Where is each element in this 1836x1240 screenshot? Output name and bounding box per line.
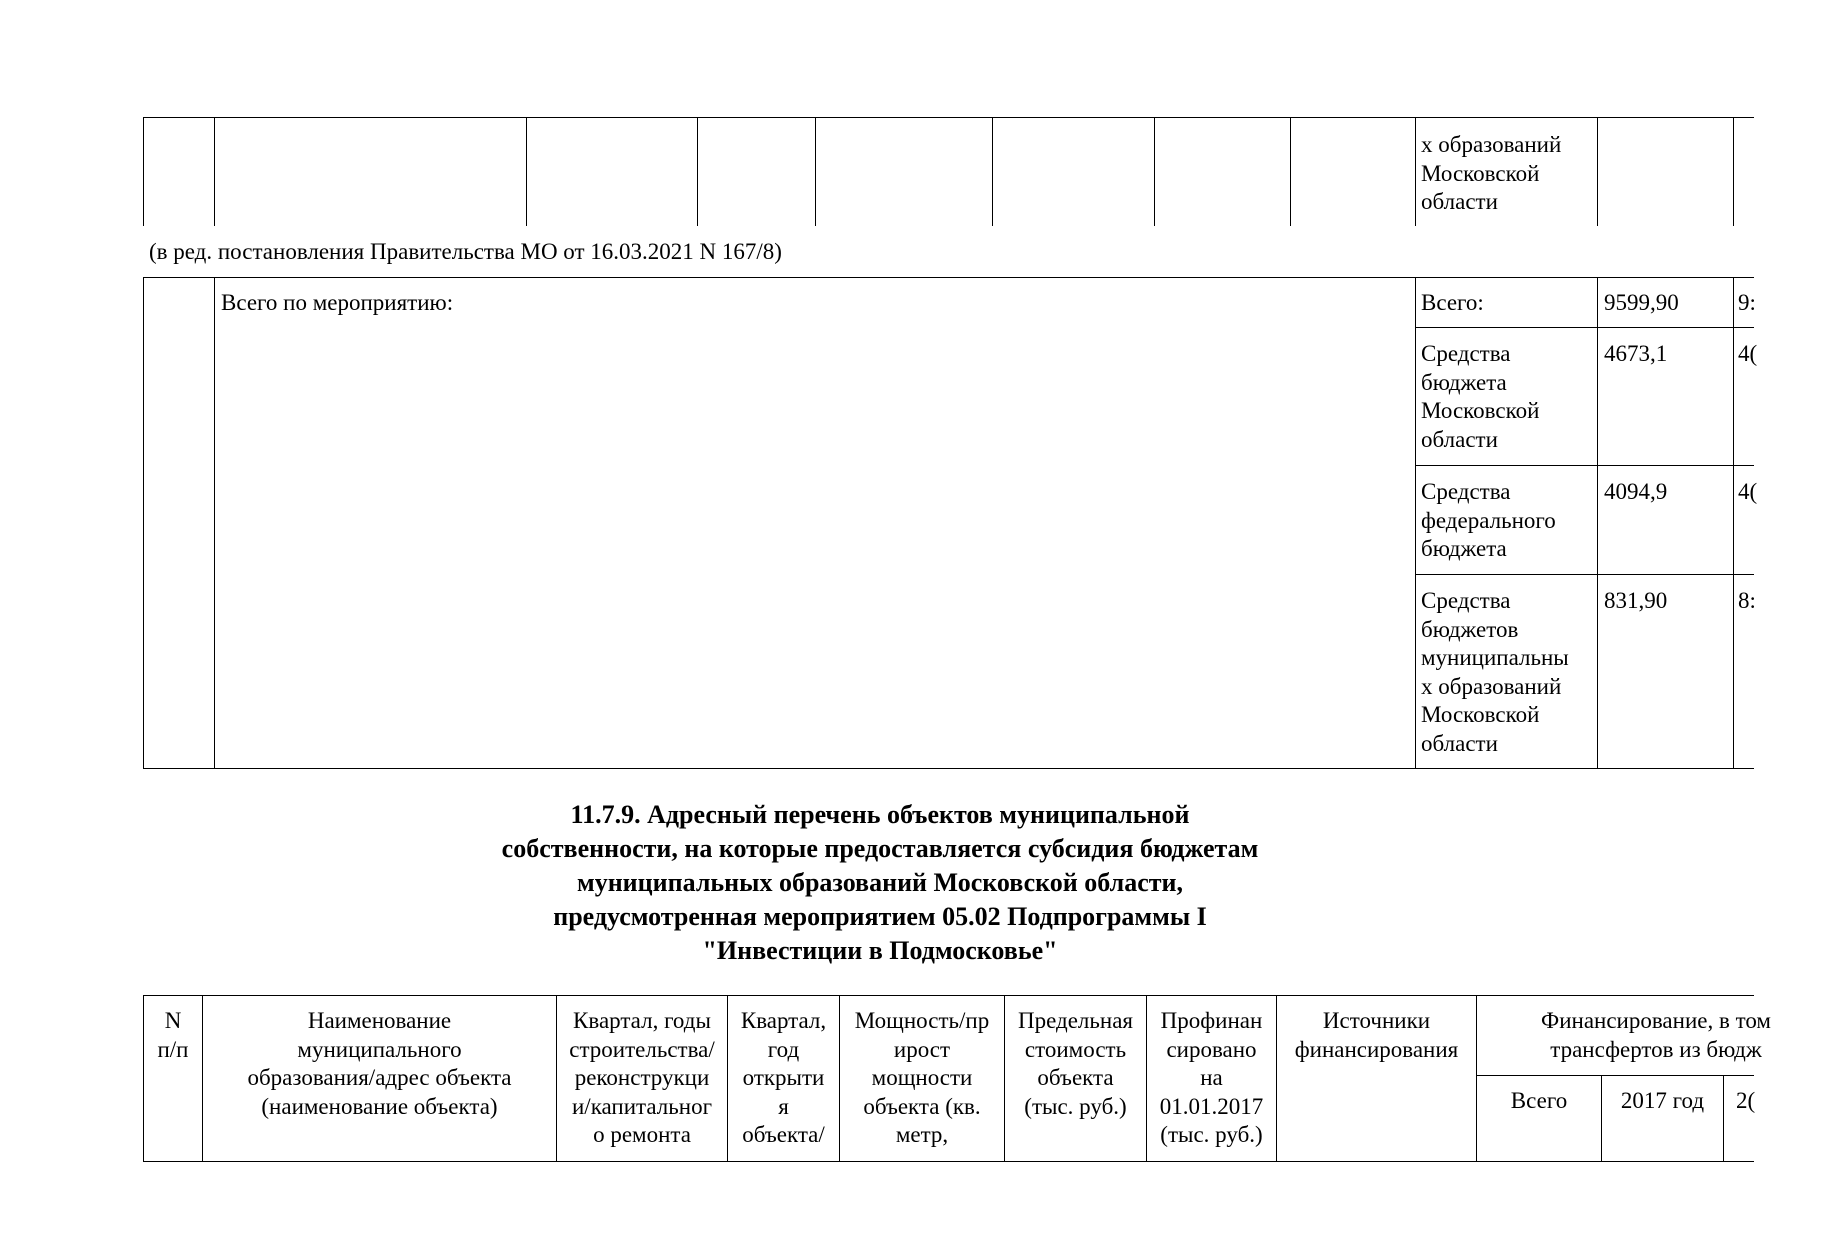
edit-note: (в ред. постановления Правительства МО от 16.03.2021 N 167/8): [149, 239, 782, 264]
bottom-table-border-top: [143, 995, 1754, 996]
col-line: [1733, 277, 1734, 769]
col-line: [1415, 277, 1416, 769]
header-total: Всего: [1510, 1088, 1568, 1113]
top-table-border-bottom: [143, 768, 1754, 769]
header-opening: Квартал, год открыти я объекта/: [740, 1008, 827, 1147]
header-num: N п/п: [157, 1008, 189, 1062]
source-cell: Средства бюджета Московской области: [1421, 341, 1540, 452]
header-name: Наименование муниципального образования/адрес объекта (наименование объекта): [247, 1008, 512, 1119]
col-line: [697, 117, 698, 226]
amount-cell-partial: 9:: [1738, 290, 1756, 315]
top-table-border-top: [143, 117, 1754, 118]
header-year-2017: 2017 год: [1620, 1088, 1705, 1113]
col-line: [815, 117, 816, 226]
bottom-table-header-bottom: [143, 1161, 1754, 1162]
amount-cell-partial: 4(: [1738, 341, 1758, 366]
header-year-next-partial: 2(: [1736, 1088, 1756, 1113]
total-label: Всего по мероприятию:: [221, 290, 454, 315]
header-financing-group: Финансирование, в том трансфертов из бюдж: [1541, 1008, 1771, 1062]
col-line: [526, 117, 527, 226]
header-capacity: Мощность/пр ирост мощности объекта (кв. метр,: [854, 1008, 990, 1147]
col-line: [214, 277, 215, 769]
col-line: [143, 117, 144, 226]
source-cell: Всего:: [1421, 290, 1484, 315]
header-limit-cost: Предельная стоимость объекта (тыс. руб.): [1018, 1008, 1133, 1119]
row-divider: [1415, 327, 1754, 328]
col-line: [1597, 277, 1598, 769]
col-line: [1733, 117, 1734, 226]
header-prefinanced: Профинан сировано на 01.01.2017 (тыс. руб.): [1159, 1008, 1264, 1147]
row-divider: [1415, 465, 1754, 466]
source-cell: Средства бюджетов муниципальны х образований Московской области: [1421, 588, 1569, 756]
section-heading: 11.7.9. Адресный перечень объектов муниципальной собственности, на которые предоставляется субсидия бюджетам муниципальных образований Московской области, предусмотренная мероприятием 05.02 Подпрограммы I "Инвестиции в Подмосковье": [501, 800, 1259, 965]
row-divider: [1415, 574, 1754, 575]
amount-cell: 4094,9: [1604, 479, 1668, 504]
amount-cell-partial: 8:: [1738, 588, 1756, 613]
source-cell: Средства федерального бюджета: [1421, 479, 1556, 561]
col-line: [214, 117, 215, 226]
header-construction-period: Квартал, годы строительства/ реконструкци и/капитальног о ремонта: [569, 1008, 715, 1147]
amount-cell: 9599,90: [1604, 290, 1679, 315]
total-row-border-top: [143, 277, 1754, 278]
subheader-divider: [1476, 1075, 1754, 1076]
source-cell-continued: х образований Московской области: [1421, 132, 1562, 214]
amount-cell-partial: 4(: [1738, 479, 1758, 504]
col-line: [1290, 117, 1291, 226]
col-line: [1597, 117, 1598, 226]
amount-cell: 4673,1: [1604, 341, 1668, 366]
col-line: [992, 117, 993, 226]
col-line: [1154, 117, 1155, 226]
header-sources: Источники финансирования: [1294, 1008, 1459, 1062]
col-line: [1415, 117, 1416, 226]
amount-cell: 831,90: [1604, 588, 1668, 613]
col-line: [143, 277, 144, 769]
